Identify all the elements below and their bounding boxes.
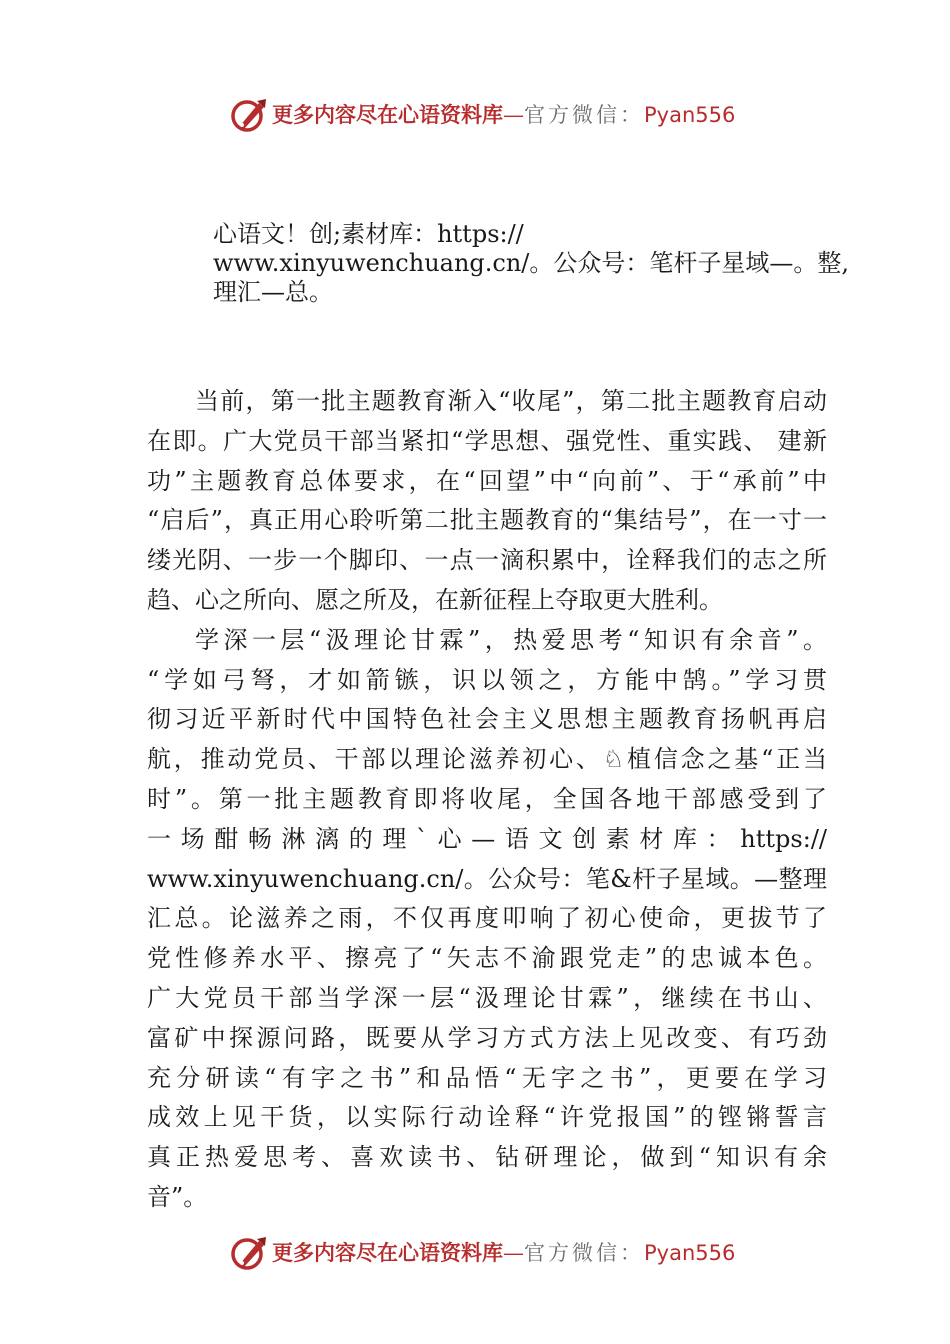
paragraph-line: 汇总。论滋养之雨，不仅再度叩响了初心使命，更拔节了 (147, 904, 827, 933)
footer-watermark-banner (0, 1233, 950, 1273)
banner-official-label: 官方微信： (524, 1241, 644, 1265)
banner-official-label: 官方微信： (524, 103, 644, 127)
paragraph-line: 富矿中探源问路，既要从学习方式方法上见改变、有巧劲 (147, 1023, 827, 1052)
article-body (147, 382, 827, 1218)
pen-logo-icon (229, 95, 269, 135)
paragraph-line: 广大党员干部当学深一层“汲理论甘霖”，继续在书山、 (147, 983, 827, 1012)
paragraph-line: 一场酣畅淋漓的理`心—语文创素材库：https:// (147, 824, 827, 853)
banner-wechat-id: Pyan556 (644, 1241, 736, 1265)
banner-wechat-id: Pyan556 (644, 103, 736, 127)
paragraph-line: 音”。 (147, 1182, 208, 1211)
paragraph-line: 当前，第一批主题教育渐入“收尾”，第二批主题教育启动 (195, 387, 827, 415)
paragraph-line: 党性修养水平、擦亮了“矢志不渝跟党走”的忠诚本色。 (147, 944, 827, 973)
source-note-line: 心语文！创;素材库：https:// (213, 220, 524, 248)
source-note-line: www.xinyuwenchuang.cn/。公众号：笔杆子星域—。整, (213, 249, 850, 277)
paragraph-line: 真正热爱思考、喜欢读书、钻研理论，做到“知识有余 (147, 1143, 827, 1172)
paragraph-line: “启后”，真正用心聆听第二批主题教育的“集结号”，在一寸一 (147, 506, 827, 535)
paragraph-line: 航，推动党员、干部以理论滋养初心、♘植信念之基“正当 (147, 745, 827, 774)
paragraph-line: 时”。第一批主题教育即将收尾，全国各地干部感受到了 (147, 784, 827, 813)
paragraph-line: 功”主题教育总体要求，在“回望”中“向前”、于“承前”中 (147, 466, 827, 495)
banner-separator: — (503, 1241, 524, 1265)
header-watermark-banner (0, 95, 950, 135)
banner-slogan: 更多内容尽在心语资料库 (272, 102, 503, 127)
paragraph-line: 学深一层“汲理论甘霖”，热爱思考“知识有余音”。 (195, 625, 827, 654)
paragraph-line: 成效上见干货，以实际行动诠释“许党报国”的铿锵誓言 (147, 1103, 827, 1132)
paragraph-line: “学如弓弩，才如箭镞，识以领之，方能中鹄。”学习贯 (147, 665, 827, 694)
source-note-block (213, 220, 853, 307)
paragraph-line: 缕光阴、一步一个脚印、一点一滴积累中，诠释我们的志之所 (147, 546, 827, 575)
pen-logo-icon (229, 1233, 269, 1273)
paragraph-line: 趋、心之所向、愿之所及，在新征程上夺取更大胜利。 (147, 585, 723, 614)
paragraph-line: 在即。广大党员干部当紧扣“学思想、强党性、重实践、 建新 (147, 426, 827, 455)
paragraph-line: 彻习近平新时代中国特色社会主义思想主题教育扬帆再启 (147, 705, 827, 734)
source-note-line: 理汇—总。 (213, 278, 333, 306)
paragraph-line: www.xinyuwenchuang.cn/。公众号：笔&杆子星域。—整理 (147, 864, 827, 893)
paragraph-line: 充分研读“有字之书”和品悟“无字之书”，更要在学习 (147, 1063, 827, 1092)
banner-slogan: 更多内容尽在心语资料库 (272, 1240, 503, 1265)
banner-separator: — (503, 103, 524, 127)
